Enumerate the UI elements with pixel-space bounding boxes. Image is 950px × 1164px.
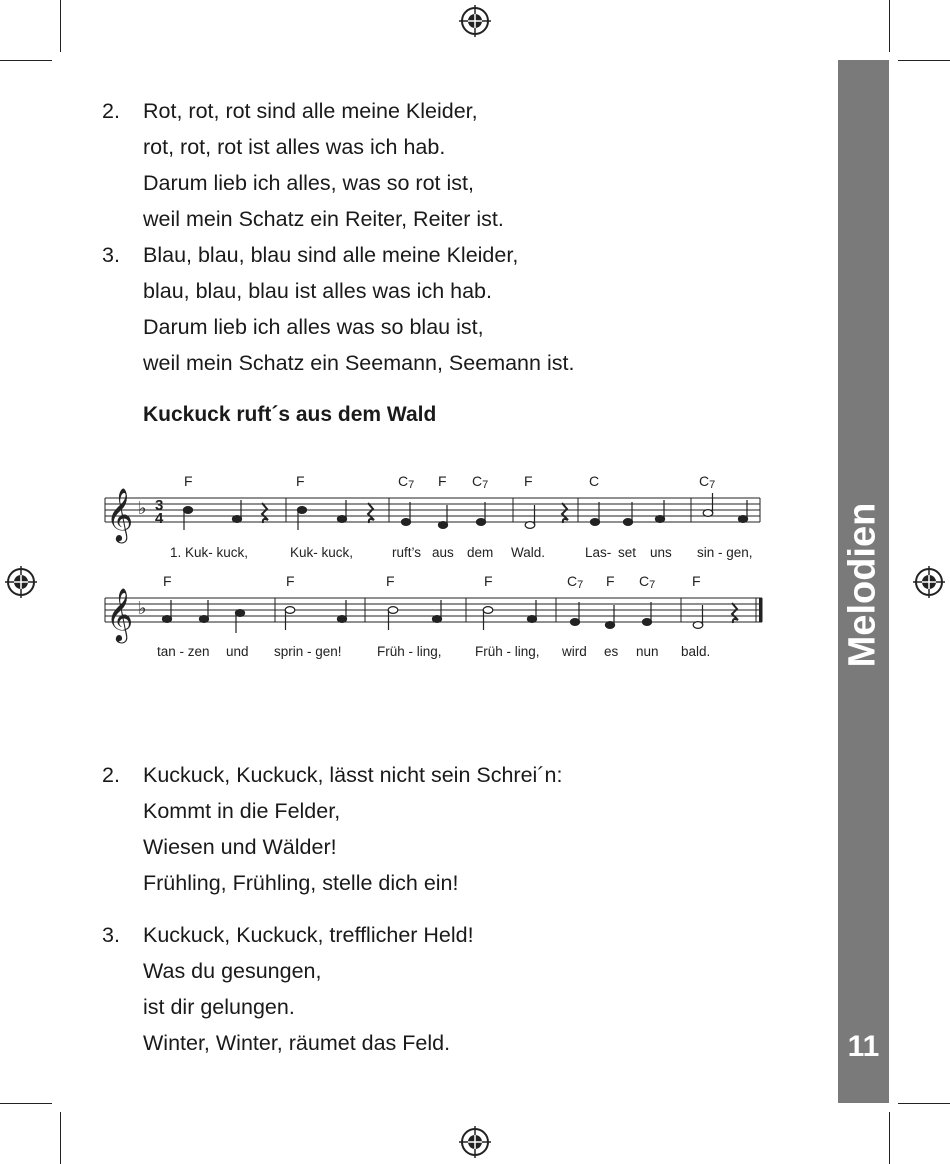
lyric-syllable: sin - gen, (697, 545, 753, 560)
lyric-syllable: Las- (585, 545, 612, 560)
crop-mark (898, 1103, 950, 1104)
chord-symbol: F (163, 573, 172, 589)
note (235, 610, 244, 617)
chord-symbol: C7 (398, 473, 415, 491)
lyric-syllable: Kuk- kuck, (290, 545, 354, 560)
note (527, 616, 536, 623)
crop-mark (60, 0, 61, 52)
chord-symbol: F (692, 573, 701, 589)
verse-line: Rot, rot, rot sind alle meine Kleider, (143, 99, 478, 123)
quarter-rest-icon (368, 503, 374, 523)
flat-sign-icon: ♭ (138, 598, 147, 619)
verse-line: weil mein Schatz ein Seemann, Seemann ist. (143, 351, 575, 375)
note (642, 619, 651, 626)
note (738, 516, 747, 523)
lyric-syllable: sprin - gen! (274, 644, 342, 659)
note (183, 507, 192, 514)
verse-line: Wiesen und Wälder! (143, 835, 337, 859)
verse-line: rot, rot, rot ist alles was ich hab. (143, 135, 446, 159)
verse-line: Kommt in die Felder, (143, 799, 341, 823)
crop-mark (0, 60, 52, 61)
chord-symbol: F (606, 573, 615, 589)
lyric-syllable: und (226, 644, 249, 659)
song-title: Kuckuck ruft´s aus dem Wald (143, 403, 437, 426)
crop-mark (60, 1112, 61, 1164)
quarter-rest-icon (732, 603, 738, 623)
verse-line: weil mein Schatz ein Reiter, Reiter ist. (143, 207, 504, 231)
note (483, 607, 493, 614)
lyric-syllable: 1. Kuk- kuck, (170, 545, 249, 560)
chord-symbol: C (589, 473, 600, 489)
verse-line: ist dir gelungen. (143, 995, 295, 1019)
time-signature-top: 3 (155, 497, 164, 514)
lyric-syllable: aus (432, 545, 454, 560)
chord-symbol: F (296, 473, 305, 489)
treble-clef-icon: 𝄞 (106, 487, 134, 541)
quarter-rest-icon (262, 503, 268, 523)
quarter-rest-icon (562, 503, 568, 523)
note (623, 519, 632, 526)
chord-symbol: F (484, 573, 493, 589)
verse-line: Frühling, Frühling, stelle dich ein! (143, 871, 459, 895)
final-barline (759, 598, 763, 622)
crop-mark (889, 0, 890, 52)
lyric-syllable: bald. (681, 644, 711, 659)
note (297, 507, 306, 514)
verse-line: Kuckuck, Kuckuck, lässt nicht sein Schrei´n: (143, 763, 563, 787)
registration-mark-icon (459, 5, 491, 37)
lyric-syllable: Wald. (511, 545, 546, 560)
note (605, 622, 614, 629)
crop-mark (0, 1103, 52, 1104)
chord-symbol: C7 (567, 573, 584, 591)
verse-number: 2. (102, 763, 120, 787)
note (337, 616, 346, 623)
page-number: 11 (847, 1030, 880, 1063)
verse-number: 3. (102, 243, 120, 267)
chord-symbol: C7 (472, 473, 489, 491)
note (162, 616, 171, 623)
note (401, 519, 410, 526)
chord-symbol: F (524, 473, 533, 489)
lyric-syllable: es (604, 644, 619, 659)
crop-mark (898, 60, 950, 61)
verse-line: blau, blau, blau ist alles was ich hab. (143, 279, 492, 303)
note (285, 607, 295, 614)
verse-line: Kuckuck, Kuckuck, trefflicher Held! (143, 923, 474, 947)
note (703, 510, 713, 517)
verse-line: Blau, blau, blau sind alle meine Kleider, (143, 243, 519, 267)
lyric-syllable: uns (650, 545, 672, 560)
note (476, 519, 485, 526)
sheet-music (0, 460, 830, 680)
note (693, 622, 703, 629)
note (438, 522, 447, 529)
lyric-syllable: ruft’s (392, 545, 422, 560)
chord-symbol: F (386, 573, 395, 589)
note (388, 607, 398, 614)
verse-number: 2. (102, 99, 120, 123)
verse-line: Darum lieb ich alles was so blau ist, (143, 315, 484, 339)
note (432, 616, 441, 623)
registration-mark-icon (913, 566, 945, 598)
crop-mark (889, 1112, 890, 1164)
lyric-syllable: wird (562, 644, 587, 659)
note (655, 516, 664, 523)
lyric-syllable: dem (467, 545, 494, 560)
verse-line: Darum lieb ich alles, was so rot ist, (143, 171, 474, 195)
chord-symbol: F (438, 473, 447, 489)
note (525, 522, 535, 529)
verse-number: 3. (102, 923, 120, 947)
verse-line: Was du gesungen, (143, 959, 322, 983)
chord-symbol: F (184, 473, 193, 489)
time-signature-bottom: 4 (155, 510, 164, 527)
note (590, 519, 599, 526)
lyric-syllable: set (618, 545, 637, 560)
flat-sign-icon: ♭ (138, 498, 147, 519)
note (570, 619, 579, 626)
note (199, 616, 208, 623)
note (337, 516, 346, 523)
lyric-syllable: Früh - ling, (377, 644, 442, 659)
chord-symbol: F (286, 573, 295, 589)
lyric-syllable: tan - zen (157, 644, 210, 659)
registration-mark-icon (459, 1126, 491, 1158)
lyric-syllable: nun (636, 644, 659, 659)
section-label: Melodien (841, 502, 884, 668)
note (232, 516, 241, 523)
chord-symbol: C7 (639, 573, 656, 591)
lyric-syllable: Früh - ling, (475, 644, 540, 659)
verse-line: Winter, Winter, räumet das Feld. (143, 1031, 451, 1055)
chord-symbol: C7 (699, 473, 716, 491)
treble-clef-icon: 𝄞 (106, 587, 134, 641)
